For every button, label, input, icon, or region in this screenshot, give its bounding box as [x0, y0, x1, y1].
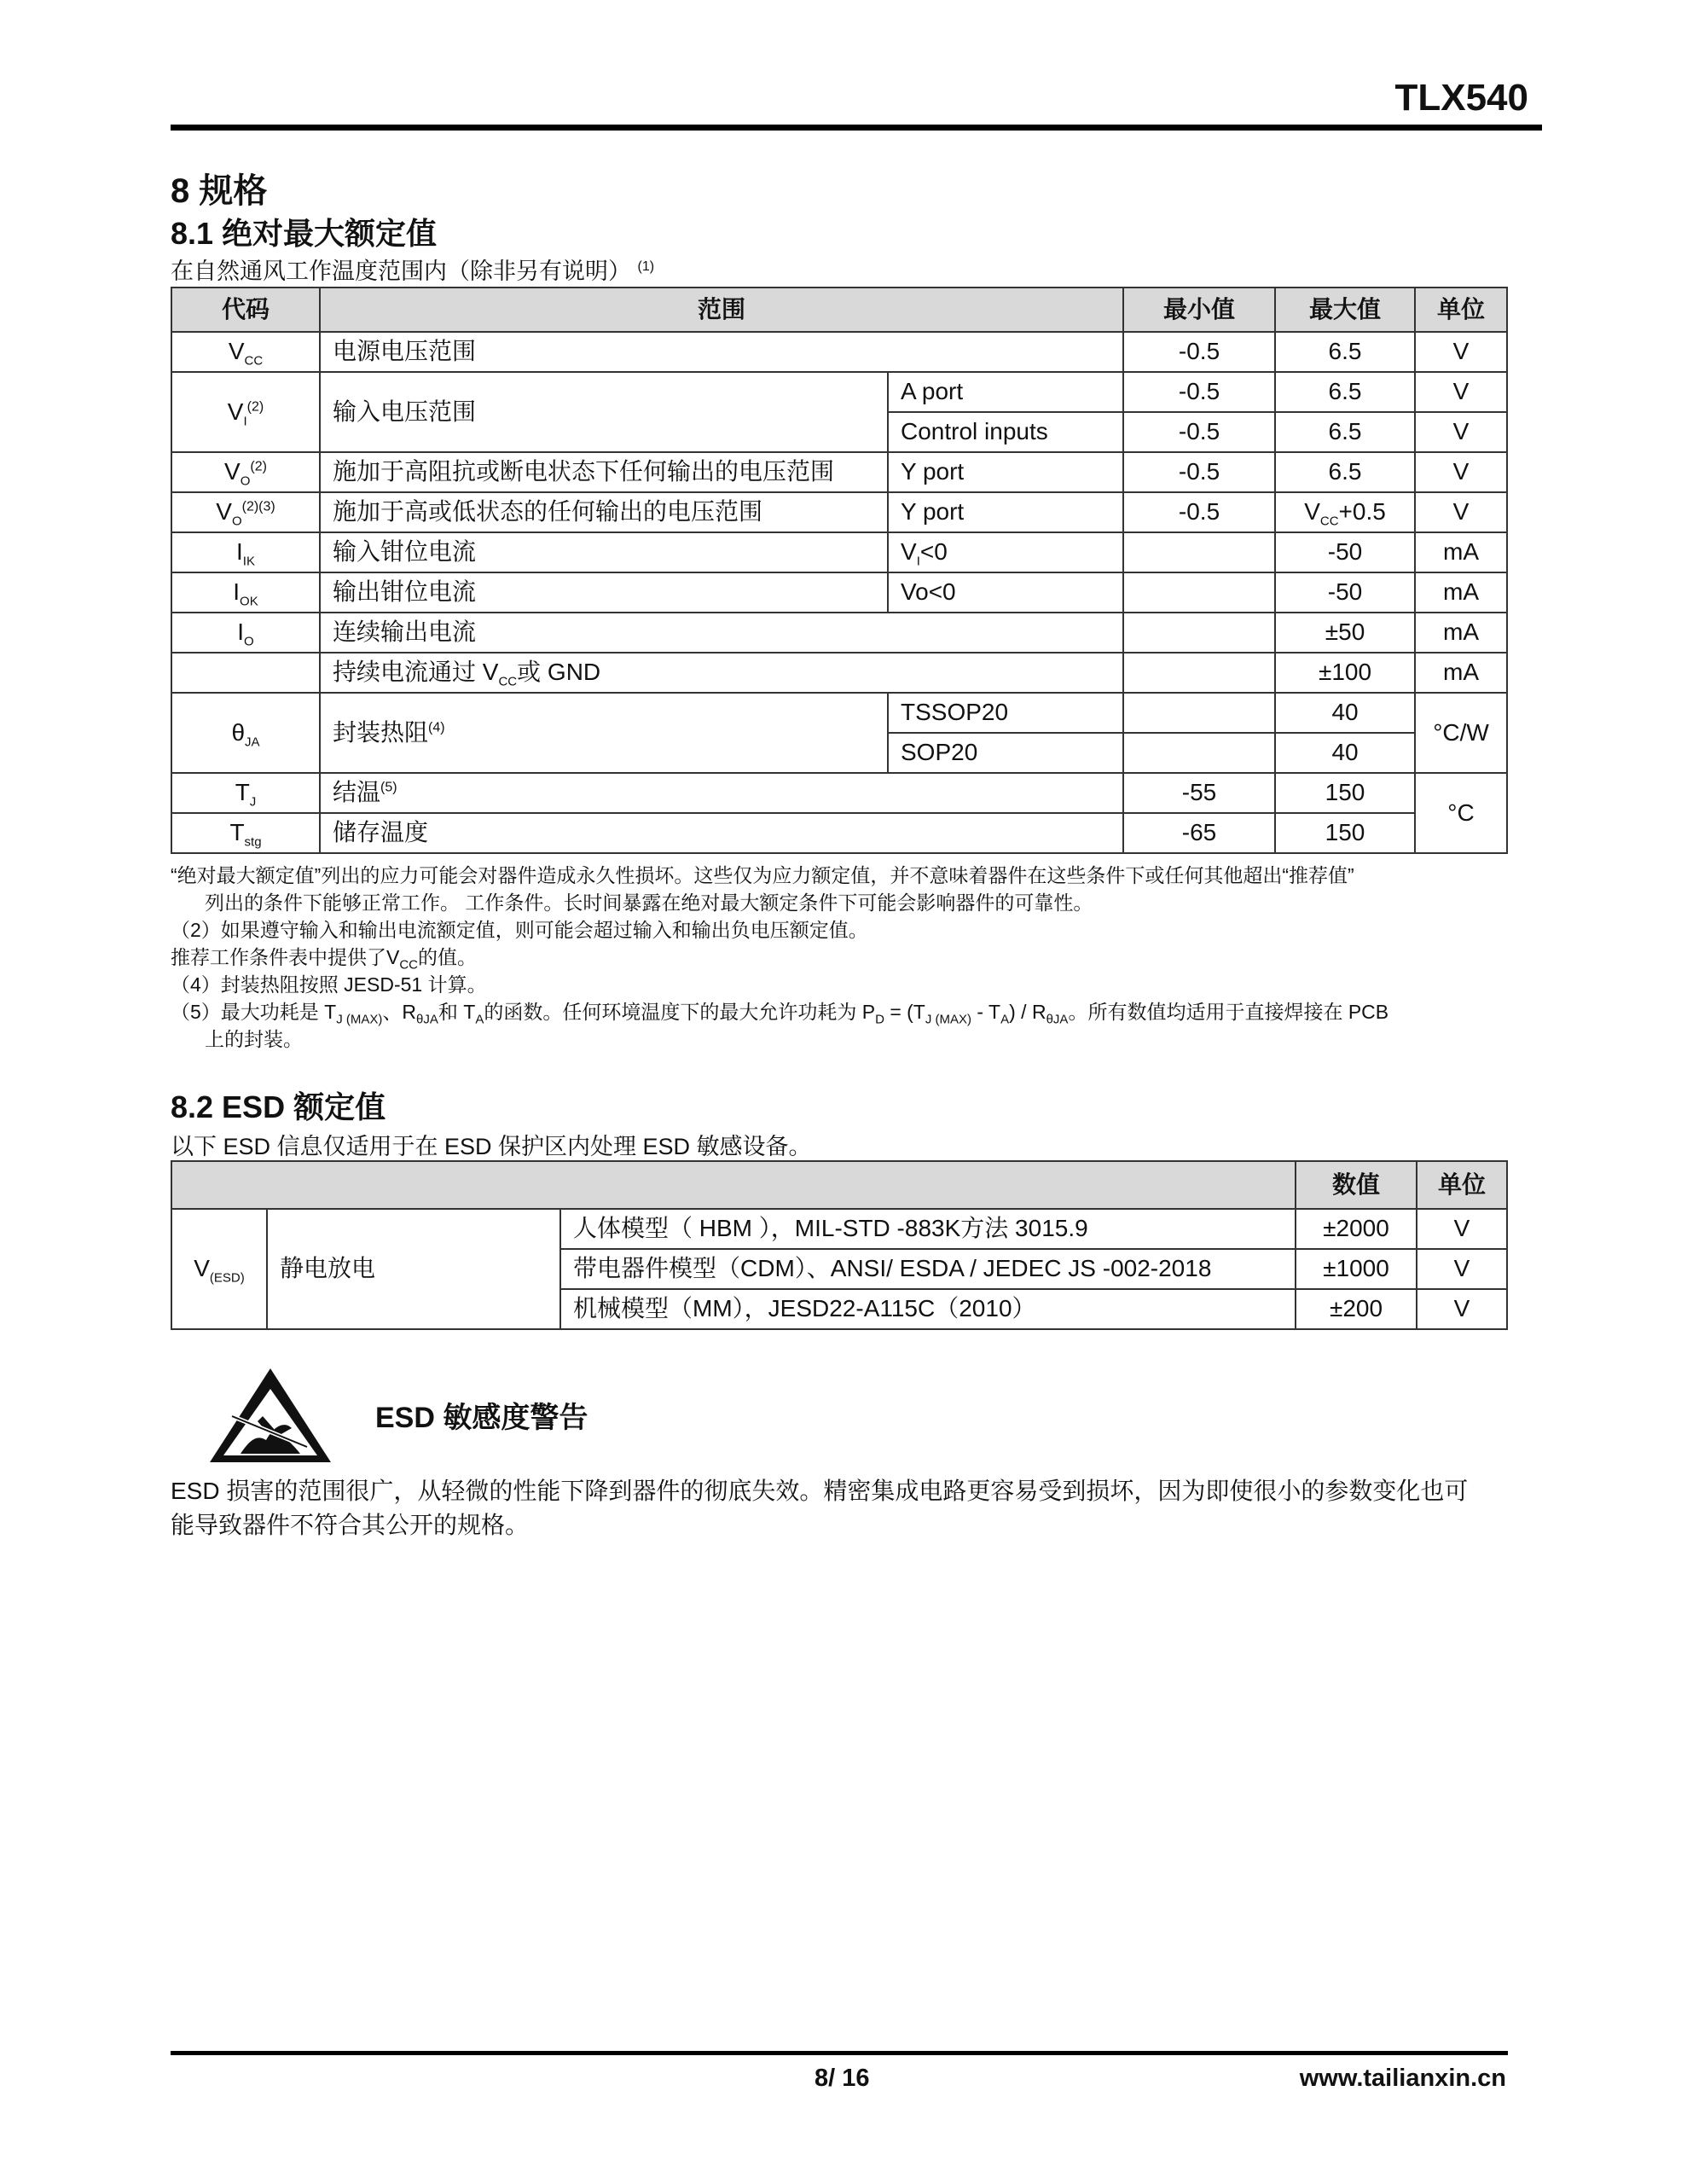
- table-row: $V_O^{(2)(3)}$ 施加于高或低状态的任何输出的电压范围 Y port -0.5 $V_{CC}+0.5$ V: [171, 492, 1507, 532]
- footer-rule: [171, 2051, 1508, 2055]
- col-header-min: 最小值: [1123, 288, 1275, 332]
- table-row: $V_{(ESD)}$ 静电放电 人体模型（ HBM ），MIL-STD -883K方法 3015.9 ±2000 V: [171, 1209, 1507, 1249]
- section-8-2-heading: 8.2 ESD 额定值: [171, 1089, 386, 1124]
- table-row: 带电器件模型（CDM）、ANSI/ ESDA / JEDEC JS -002-2018 ±1000 V: [171, 1249, 1507, 1289]
- col-header-unit: 单位: [1417, 1161, 1507, 1209]
- col-header-max: 最大值: [1275, 288, 1415, 332]
- esd-warning-text: ESD 损害的范围很广，从轻微的性能下降到器件的彻底失效。精密集成电路更容易受到损坏，因为即使很小的参数变化也可 能导致器件不符合其公开的规格。: [171, 1478, 1469, 1538]
- section-8-1-heading: 8.1 绝对最大额定值: [171, 216, 438, 251]
- note-1-cont: 列出的条件下能够正常工作。 工作条件。长时间暴露在绝对最大额定条件下可能会影响器件的可靠性。: [205, 892, 1093, 914]
- table-row: $V_{CC}$ 电源电压范围 -0.5 6.5 V: [171, 332, 1507, 372]
- col-header-range: 范围: [320, 288, 1123, 332]
- section-8-heading: 8 规格: [171, 172, 268, 210]
- note-3: 推荐工作条件表中提供了$V_{CC}$的值。: [171, 946, 478, 973]
- note-2: （2）如果遵守输入和输出电流额定值，则可能会超过输入和输出负电压额定值。: [171, 919, 868, 941]
- table-header-row: [171, 288, 1507, 332]
- col-header-symbol: 代码: [171, 288, 320, 332]
- note-5-cont: 上的封装。: [205, 1028, 303, 1050]
- absolute-max-table: [171, 287, 1508, 854]
- note-1: “绝对最大额定值”列出的应力可能会对器件造成永久性损坏。这些仅为应力额定值，并不意味着器件在这些条件下或任何其他超出“推荐值”: [171, 864, 1354, 886]
- table-row: $I_{OK}$ 输出钳位电流 Vo<0 -50 mA: [171, 572, 1507, 613]
- table-notes: [171, 862, 1501, 1053]
- table-header-row: [171, 1161, 1507, 1209]
- esd-warning-title: ESD 敏感度警告: [375, 1402, 588, 1434]
- header-rule: [171, 125, 1542, 131]
- table-row: 持续电流通过 $V_{CC}$或 GND ±100 mA: [171, 653, 1507, 693]
- table-row: $I_O$ 连续输出电流 ±50 mA: [171, 613, 1507, 653]
- section-8-1-subtitle: 在自然通风工作温度范围内（除非另有说明） $^{(1)}$: [171, 258, 655, 284]
- page-number: 8/ 16: [815, 2065, 870, 2092]
- col-header-value: 数值: [1296, 1161, 1417, 1209]
- col-header-unit: 单位: [1415, 288, 1507, 332]
- table-row: SOP20 40: [171, 733, 1507, 773]
- esd-table: [171, 1160, 1508, 1330]
- table-row: Control inputs -0.5 6.5 V: [171, 412, 1507, 452]
- table-row: $T_J$ 结温$^{(5)}$ -55 150 °C: [171, 773, 1507, 813]
- footer-url[interactable]: www.tailianxin.cn: [1299, 2065, 1506, 2092]
- table-row: $V_O^{(2)}$ 施加于高阻抗或断电状态下任何输出的电压范围 Y port -0.5 6.5 V: [171, 452, 1507, 492]
- esd-warning-icon: [206, 1365, 334, 1466]
- table-row: $\theta_{JA}$ 封装热阻$^{(4)}$ TSSOP20 40 °C/W: [171, 693, 1507, 733]
- note-5: （5）最大功耗是 $T_{J (MAX)}$、$R_{\theta JA}$和 $T_A$的函数。任何环境温度下的最大允许功耗为 $P_D = (T_{J (MAX)} - T_A) / R_{\theta JA}$。所有数值均适用于直接焊接在 PCB: [171, 1001, 1389, 1027]
- table-row: $T_{stg}$ 储存温度 -65 150: [171, 813, 1507, 853]
- section-8-2-subtitle: 以下 ESD 信息仅适用于在 ESD 保护区内处理 ESD 敏感设备。: [171, 1134, 812, 1159]
- table-row: 机械模型（MM），JESD22-A115C（2010） ±200 V: [171, 1289, 1507, 1329]
- table-row: $V_I^{(2)}$ 输入电压范围 A port -0.5 6.5 V: [171, 372, 1507, 412]
- note-4: （4）封装热阻按照 JESD-51 计算。: [171, 973, 487, 996]
- table-row: $I_{IK}$ 输入钳位电流 $V_I<0$ -50 mA: [171, 532, 1507, 572]
- document-title: TLX540: [1394, 77, 1528, 119]
